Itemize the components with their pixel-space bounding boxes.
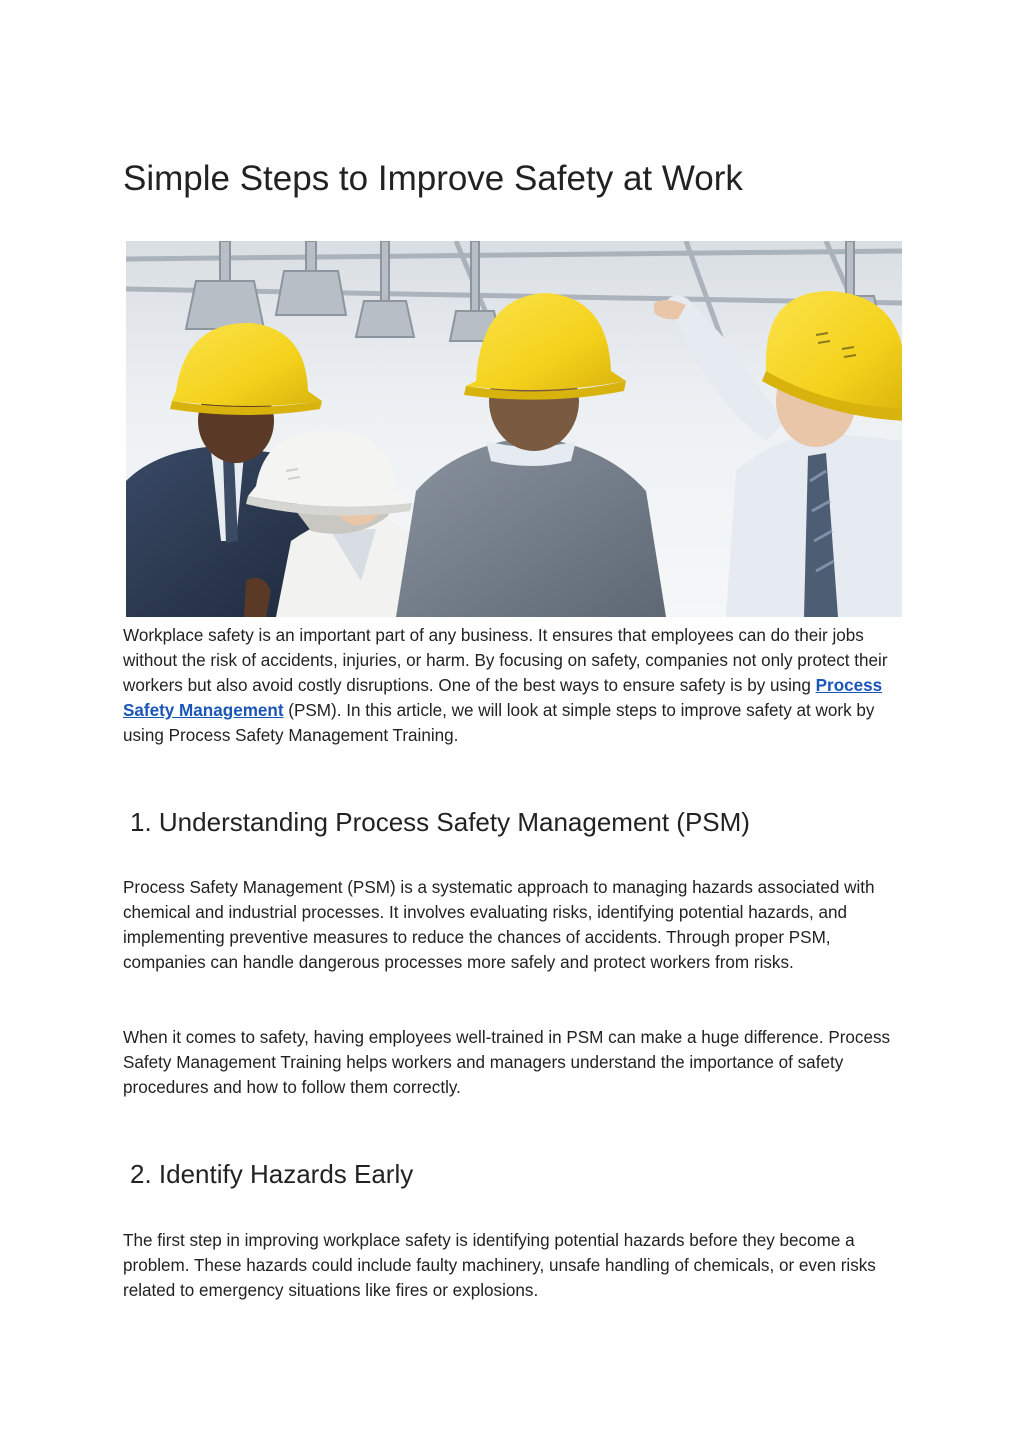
workers-in-hard-hats-icon	[126, 241, 902, 617]
document-title: Simple Steps to Improve Safety at Work	[123, 159, 743, 198]
section-hazards-paragraph-1: The first step in improving workplace safety is identifying potential hazards before they become a problem. These hazards could include faulty machinery, unsafe handling of chemicals, or even risks related to emergency situations like fires or explosions.	[123, 1231, 876, 1300]
section-heading-psm: 1. Understanding Process Safety Management (PSM)	[130, 807, 750, 837]
intro-text-before: Workplace safety is an important part of any business. It ensures that employees can do their jobs without the risk of accidents, injuries, or harm. By focusing on safety, companies not only protect their workers but also avoid costly disruptions. One of the best ways to ensure safety is by using	[123, 626, 888, 695]
intro-text-after: (PSM). In this article, we will look at simple steps to improve safety at work by using Process Safety Management Training.	[123, 701, 875, 745]
section-psm-paragraph-1: Process Safety Management (PSM) is a systematic approach to managing hazards associated with chemical and industrial processes. It involves evaluating risks, identifying potential hazards, and implementing preventive measures to reduce the chances of accidents. Through proper PSM, companies can handle dangerous processes more safely and protect workers from risks.	[123, 878, 875, 972]
hero-image	[126, 241, 902, 617]
process-safety-management-link[interactable]: Process Safety Management	[123, 676, 883, 720]
section-psm-paragraph-2: When it comes to safety, having employees well-trained in PSM can make a huge difference. Process Safety Management Training helps workers and managers understand the importance of safety procedures and how to follow them correctly.	[123, 1028, 891, 1097]
intro-paragraph	[123, 623, 913, 748]
section-heading-hazards: 2. Identify Hazards Early	[130, 1159, 414, 1189]
